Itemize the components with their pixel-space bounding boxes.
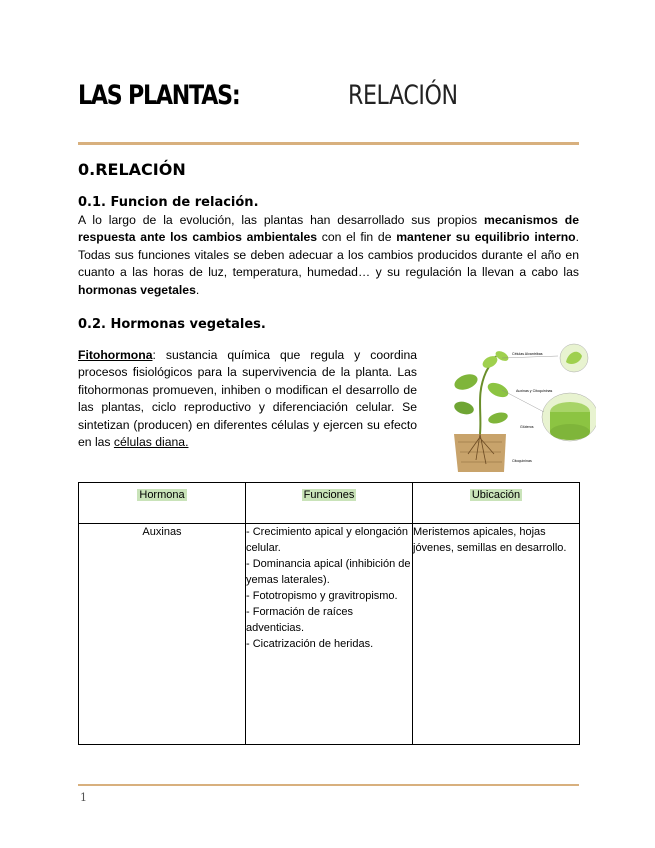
page-title: LAS PLANTAS: (78, 80, 240, 111)
bold-text: mecanismos de respuesta ante los cambios ambientales (78, 213, 579, 245)
hormone-location: Meristemos apicales, hojas jóvenes, semillas en desarrollo. (413, 524, 580, 745)
hormone-name: Auxinas (79, 524, 246, 745)
table-header-row (79, 483, 580, 524)
text-run: A lo largo de la evolución, las plantas han desarrollado sus propios (78, 213, 485, 227)
bottom-divider (78, 784, 579, 786)
hormone-functions (246, 524, 413, 745)
leaf-icon (453, 400, 475, 417)
function-item: - Dominancia apical (inhibición de yemas laterales). (246, 558, 411, 586)
text-run: . (195, 282, 200, 297)
figure-label: Auxinas y Citoquininas (516, 389, 553, 393)
header-hormona: Hormona (139, 489, 185, 501)
bold-text: mantener su equilibrio interno (396, 230, 576, 245)
leaf-icon (487, 411, 509, 426)
subsection-heading-1: 0.1. Funcion de relación. (78, 195, 259, 210)
header-ubicacion: Ubicación (471, 489, 521, 501)
column-header (79, 483, 246, 524)
celulas-diana-link[interactable]: células diana. (113, 435, 189, 450)
figure-label: Células Alvantribas (512, 352, 543, 356)
plant-illustration (446, 342, 596, 476)
text-run: . Todas sus funciones vitales se deben adecuar a los cambios producidos durante el año en cuanto a las horas de luz, temperatura, humedad… y su regulación la llevan a cabo las (78, 230, 580, 280)
title-row (78, 80, 578, 120)
text-run: : sustancia química que regula y coordina procesos fisiológicos para la supervivencia de la planta. Las fitohormonas promueven, inhiben o modifican el desarrollo de las plantas, ciclo reproductivo y diferenciación celular. Se sintetizan (producen) en diferentes células y ejercen su efecto en las (78, 348, 417, 450)
relation-paragraph (78, 212, 579, 299)
column-header (413, 483, 580, 524)
function-item: - Crecimiento apical y elongación celular. (246, 526, 409, 554)
figure-label: Citoquininas (512, 459, 532, 463)
page-subtitle: RELACIÓN (348, 80, 458, 111)
section-heading: 0.RELACIÓN (78, 160, 186, 179)
function-item: - Cicatrización de heridas. (246, 638, 374, 650)
text-run: con el fin de (317, 230, 397, 245)
hormones-table (78, 482, 580, 745)
leaf-icon (452, 371, 479, 392)
function-item: - Formación de raíces adventicias. (246, 606, 353, 634)
table-row (79, 524, 580, 745)
function-item: - Fototropismo y gravitropismo. (246, 590, 398, 602)
bold-text: hormonas vegetales (78, 282, 196, 297)
leaf-icon (485, 380, 510, 400)
column-header (246, 483, 413, 524)
header-funciones: Funciones (303, 489, 355, 501)
term-fitohormona: Fitohormona (78, 348, 153, 362)
page-number: 1 (80, 791, 87, 804)
subsection-heading-2: 0.2. Hormonas vegetales. (78, 317, 266, 332)
top-divider (78, 142, 579, 145)
phytohormone-paragraph (78, 347, 417, 451)
figure-label: Glúteros (520, 425, 534, 429)
soil-icon (454, 434, 506, 472)
